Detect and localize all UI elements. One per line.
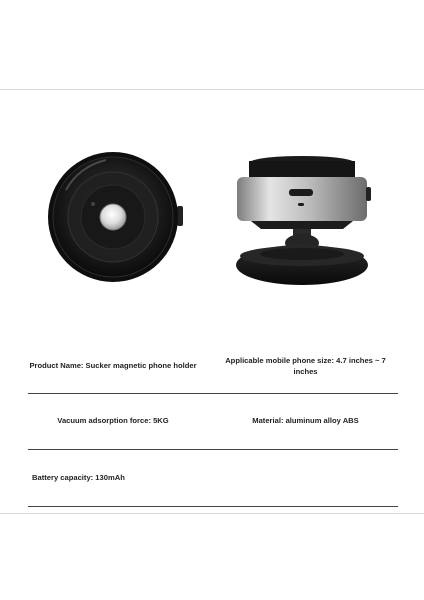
spec-row — [28, 450, 398, 507]
spec-row — [28, 394, 398, 450]
spec-table — [28, 340, 398, 507]
phone-holder-side-view-icon — [231, 153, 373, 287]
spec-phone-size: Applicable mobile phone size: 4.7 inches ~ 7 inches — [225, 356, 386, 376]
spec-product-name: Product Name: Sucker magnetic phone holder — [29, 361, 197, 371]
spec-adsorption-force: Vacuum adsorption force: 5KG — [57, 416, 169, 426]
spec-material: Material: aluminum alloy ABS — [252, 416, 359, 426]
spec-battery: Battery capacity: 130mAh — [32, 472, 125, 482]
spec-row — [28, 340, 398, 394]
phone-holder-top-view-icon — [46, 150, 186, 286]
